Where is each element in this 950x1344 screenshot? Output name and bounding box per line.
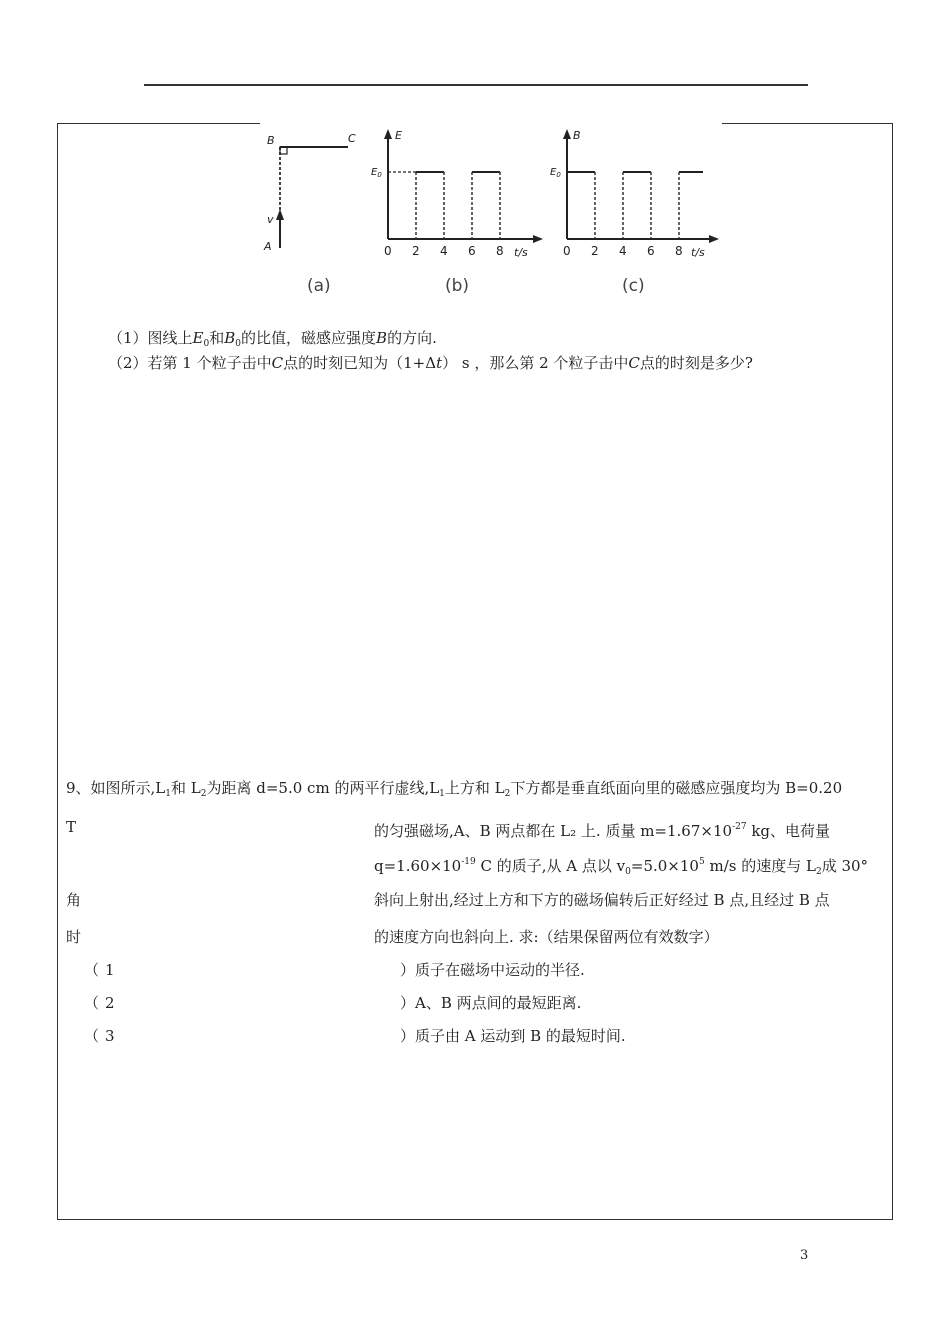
figure-panel-b	[371, 129, 543, 296]
q8-part2-end: 点的时刻是多少?	[639, 354, 753, 372]
q9-line5-left: 时	[66, 928, 82, 946]
q9-line1	[66, 778, 842, 804]
q9-line4-left: 角	[66, 891, 82, 909]
point-a-label: A	[264, 240, 272, 253]
page-number: 3	[800, 1248, 809, 1263]
q9-line1-a: 9、如图所示,L	[66, 779, 166, 797]
q8-part1-mid: 和	[209, 329, 225, 347]
q9-line5-right: 的速度方向也斜向上. 求:（结果保留两位有效数字）	[374, 928, 719, 946]
q9-line1-a-sub: 1	[165, 789, 172, 799]
q8-c2-symbol: C	[628, 354, 640, 372]
tick-b-2: 2	[412, 244, 420, 258]
tick-c-2: 2	[591, 244, 599, 258]
q8-part2	[108, 353, 753, 373]
figure-panel-c	[550, 129, 719, 296]
q8-part1-post: 的比值，磁感应强度	[241, 329, 377, 347]
level-c-label: E	[550, 167, 557, 178]
frame-border-top-right	[722, 123, 893, 124]
q9-part2-text: ）A、B 两点间的最短距离.	[400, 994, 582, 1012]
q9-line3	[374, 852, 868, 882]
q9-part3-text: ）质子由 A 运动到 B 的最短时间.	[400, 1027, 626, 1045]
q8-part1	[108, 328, 437, 354]
q8-b2-symbol: B	[376, 329, 388, 347]
q9-part1-open: （	[84, 961, 100, 979]
q9-line3-e: 成 30°	[821, 857, 869, 875]
q8-c1-symbol: C	[271, 354, 284, 372]
physics-figure	[255, 125, 725, 300]
point-b-label: B	[267, 134, 275, 147]
q9-line1-d-sub: 2	[504, 789, 511, 799]
q9-line1-e: 下方都是垂直纸面向里的磁感应强度均为 B=0.20	[510, 779, 843, 797]
q8-part1-pre: （1）图线上	[108, 329, 193, 347]
q9-part1-num: 1	[105, 961, 115, 979]
q8-b-symbol: B	[224, 329, 236, 347]
tick-b-6: 6	[468, 244, 476, 258]
q9-line3-d-sub: 2	[815, 867, 822, 877]
velocity-label: v	[267, 213, 274, 226]
tick-c-0: 0	[563, 244, 571, 258]
frame-border-top-left	[58, 123, 260, 124]
q9-line2-exp: -27	[732, 822, 747, 832]
q9-line3-a-exp: -19	[461, 857, 476, 867]
q9-line3-b-sub: 0	[625, 867, 631, 877]
caption-a: (a)	[307, 276, 331, 296]
caption-c: (c)	[622, 276, 645, 296]
q8-e-symbol: E	[192, 329, 204, 347]
axis-t-label-b: t/s	[514, 246, 528, 259]
q9-line3-d: m/s 的速度与 L	[709, 857, 816, 875]
q9-line2-left: T	[66, 818, 77, 836]
figure-panel-a	[263, 132, 356, 296]
q8-part1-end: 的方向.	[387, 329, 437, 347]
caption-b: (b)	[445, 276, 470, 296]
tick-b-4: 4	[440, 244, 448, 258]
q8-part2-mid2: ） s ，那么第 2 个粒子击中	[442, 354, 629, 372]
svg-text:E0	[550, 167, 561, 179]
q9-part3-num: 3	[105, 1027, 115, 1045]
level-c-sub: 0	[556, 171, 561, 179]
frame-border-right	[892, 123, 893, 1220]
q9-line1-c: 为距离 d=5.0 cm 的两平行虚线,L	[206, 779, 440, 797]
q9-part1-text: ）质子在磁场中运动的半径.	[400, 961, 585, 979]
svg-text:E0	[371, 167, 382, 179]
q9-line3-a: q=1.60×10	[374, 857, 462, 875]
q9-line1-d: 上方和 L	[444, 779, 505, 797]
q9-line2-end: kg、电荷量	[751, 822, 831, 840]
q9-line3-b: C 的质子,从 A 点以 v	[480, 857, 626, 875]
frame-border-bottom	[57, 1219, 893, 1220]
q8-b-sub: 0	[235, 339, 242, 349]
q8-part2-mid: 点的时刻已知为（1+Δ	[283, 354, 437, 372]
point-c-label: C	[348, 132, 356, 145]
q9-line2-text: 的匀强磁场,A、B 两点都在 L₂ 上. 质量 m=1.67×10	[374, 822, 733, 840]
header-rule	[144, 84, 808, 86]
axis-b-label: B	[573, 129, 581, 142]
q9-line3-c-exp: 5	[698, 857, 705, 867]
q9-line3-c: =5.0×10	[630, 857, 699, 875]
axis-t-label-c: t/s	[691, 246, 705, 259]
tick-b-8: 8	[496, 244, 504, 258]
axis-e-label: E	[395, 129, 402, 142]
q9-part2-open: （	[84, 994, 100, 1012]
tick-c-6: 6	[647, 244, 655, 258]
q9-line4-right: 斜向上射出,经过上方和下方的磁场偏转后正好经过 B 点,且经过 B 点	[374, 891, 830, 909]
q8-part2-pre: （2）若第 1 个粒子击中	[108, 354, 272, 372]
level-e0-label: E	[371, 167, 378, 178]
q9-line2-right	[374, 817, 830, 841]
q8-e-sub: 0	[203, 339, 210, 349]
q9-line1-b: 和 L	[171, 779, 201, 797]
level-e0-sub: 0	[377, 171, 382, 179]
frame-border-left	[57, 123, 58, 1220]
q9-part3-open: （	[84, 1027, 100, 1045]
tick-b-0: 0	[384, 244, 392, 258]
tick-c-8: 8	[675, 244, 683, 258]
q8-t-symbol: t	[436, 354, 443, 372]
tick-c-4: 4	[619, 244, 627, 258]
q9-line1-c-sub: 1	[439, 789, 445, 799]
q9-line1-b-sub: 2	[200, 789, 207, 799]
q9-part2-num: 2	[105, 994, 115, 1012]
